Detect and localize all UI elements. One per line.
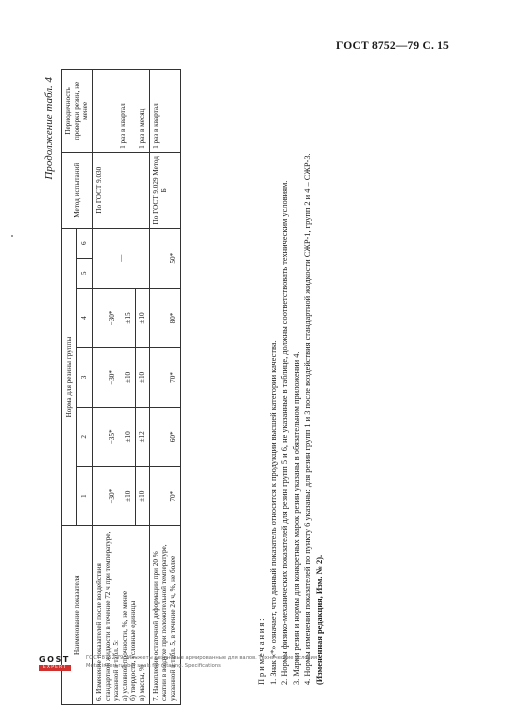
- row7-group1: 70*: [149, 467, 180, 526]
- row6-group2: [92, 407, 149, 466]
- note-item: 4. Нормы изменения показателей по пункту 6 указаны: для резин групп 1 и 3 после воздействия стандартной жидкости СЖР-1, групп 2 и 4 – СЖР-3.: [303, 153, 312, 685]
- row7-period: 1 раз в квартал: [149, 70, 180, 153]
- logo-top-text: GOST: [39, 655, 70, 664]
- row6-group3: [92, 348, 149, 407]
- gost-expert-logo: [39, 655, 71, 671]
- row6-group1: [92, 467, 149, 526]
- col-method-header: Метод испытаний: [62, 152, 93, 228]
- group-header: 4: [77, 288, 92, 347]
- rotated-content: [43, 65, 365, 705]
- note-item: 2. Нормы физико-механических показателей для резин групп 5 и 6, не указанные в таблице, должны соответствовать техническим условиям.: [280, 180, 289, 685]
- notes-block: [257, 73, 326, 703]
- row6-title: 6. Изменение показателей после воздействия стандартной жидкости в течение 72 ч при температуре, указанной в табл. 5:: [94, 531, 121, 701]
- row6-a-value: −30*: [107, 488, 116, 504]
- logo-bottom-text: EXPERT: [39, 665, 71, 671]
- col-name-header: Наименование показателя: [62, 526, 93, 705]
- footer-line-ru: ГОСТ 8752-79, Манжеты резиновые армированные для валов. Технические условия: [86, 655, 318, 661]
- table-header-row: [62, 70, 77, 705]
- row6-b-value: ±10: [124, 431, 133, 443]
- row6-name-cell: [92, 526, 149, 705]
- row7-group3: 70*: [149, 348, 180, 407]
- row6-period-b: 1 раз в месяц: [138, 108, 147, 149]
- row6-a-value: −30*: [107, 370, 116, 385]
- row7-group5: 50*: [149, 228, 180, 288]
- col-group-header: Норма для резины группы: [62, 228, 77, 526]
- row6-a-label: а) условной прочности, %, не менее: [120, 590, 129, 701]
- row7-method: По ГОСТ 9.029 Метод Б: [149, 152, 180, 228]
- continuation-label: Продолжение табл. 4: [43, 77, 55, 180]
- norms-table: [61, 69, 181, 705]
- row6-a-value: −30*: [107, 310, 116, 326]
- row6-b-value: ±15: [124, 312, 133, 324]
- row6-b-value: ±10: [124, 490, 133, 502]
- note-item: 3. Марки резин и нормы для конкретных марок резин указаны в обязательном приложении 4.: [291, 351, 301, 685]
- row6-c-value: ±10: [135, 467, 147, 525]
- row6-a-value: −35*: [107, 429, 116, 445]
- group-header: 6: [77, 228, 92, 258]
- edition-note: (Измененная редакция, Изм. № 2).: [314, 554, 324, 685]
- group-header: 3: [77, 348, 92, 407]
- notes-title: Примечания:: [257, 616, 266, 685]
- group-header: 5: [77, 258, 92, 288]
- table-row: [149, 70, 180, 705]
- row6-c-value: ±12: [135, 408, 147, 466]
- scan-speck: [11, 235, 13, 237]
- group-header: 2: [77, 407, 92, 466]
- row6-c-label: в) массы, %: [138, 664, 147, 701]
- table-row: [92, 70, 149, 705]
- footer-text: [86, 654, 317, 670]
- row6-group56: [92, 228, 149, 288]
- row6-group4: [92, 288, 149, 347]
- row6-method: По ГОСТ 9.030: [92, 152, 149, 228]
- row6-b-label: б) твердости, условные единицы: [129, 600, 138, 701]
- row6-period-cell: [92, 70, 149, 153]
- row7-group4: 80*: [149, 288, 180, 347]
- row6-b-value: ±10: [124, 371, 133, 383]
- note-item: 1. Знак «*» означает, что данный показатель относится к продукции высшей категории качества.: [268, 340, 278, 685]
- row6-dash: —: [116, 254, 125, 262]
- page-header: ГОСТ 8752—79 С. 15: [336, 40, 449, 52]
- col-period-header: Периодичность проверки резин, не менее: [62, 70, 93, 153]
- footer-line-en: Metal insert rubber seals for rotating. Specifications: [86, 663, 221, 669]
- row7-group2: 60*: [149, 407, 180, 466]
- row6-c-value: ±10: [135, 289, 147, 347]
- row6-c-value: ±10: [135, 348, 147, 406]
- group-header: 1: [77, 467, 92, 526]
- row6-period: 1 раз в квартал: [119, 103, 128, 149]
- row7-name-cell: 7. Накопление остаточной деформации при 20 % сжатии в воздухе при положительной температуре, указанной в табл. 5, в течение 24 ч, %, не более: [149, 526, 180, 705]
